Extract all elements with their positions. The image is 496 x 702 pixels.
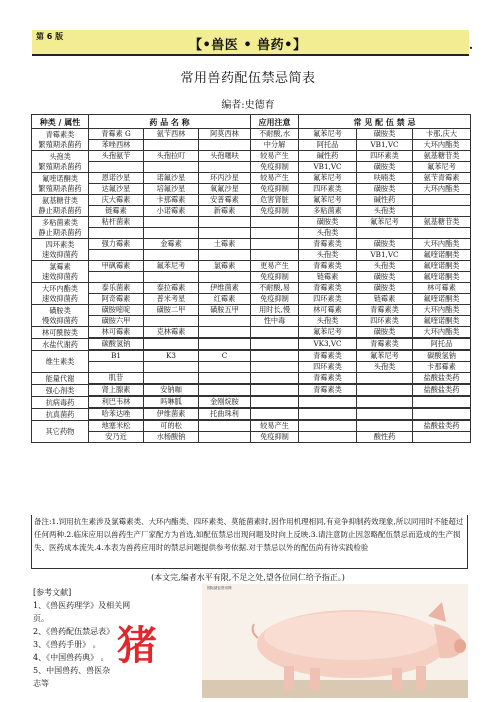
drug-cell: 吗啉胍 <box>144 397 199 408</box>
table-row <box>32 294 471 305</box>
note-cell <box>251 397 299 408</box>
pig-photo <box>202 584 468 698</box>
category-line: 四环素类 <box>45 239 75 249</box>
incompatibility-cell: 氟苯尼考 <box>413 162 471 173</box>
incompatibility-cell: 多粘菌素 <box>299 206 357 217</box>
drug-cell <box>199 162 251 173</box>
drug-cell <box>144 140 199 151</box>
table-row <box>32 140 471 151</box>
drug-cell <box>199 250 251 261</box>
note-cell: 更易产生 <box>251 261 299 272</box>
incompatibility-cell: 氟苯尼考 <box>357 217 413 228</box>
incompatibility-cell: 链霉素 <box>357 294 413 305</box>
incompatibility-cell: 头孢类 <box>299 228 357 239</box>
drug-cell: 达氟沙星 <box>89 184 144 195</box>
incompatibility-cell: 头孢类 <box>357 206 413 217</box>
incompatibility-cell: 四环素类 <box>299 362 357 373</box>
note-cell <box>251 339 299 350</box>
incompatibility-cell: 链霉素 <box>299 272 357 283</box>
incompatibility-cell: 青霉素类 <box>299 261 357 272</box>
note-cell: 性中毒 <box>251 316 299 327</box>
incompatibility-cell: 碱性药 <box>357 195 413 206</box>
note-cell <box>251 217 299 228</box>
table-row <box>32 397 471 408</box>
header-bar <box>32 30 473 56</box>
incompatibility-cell: 四环素类 <box>357 151 413 162</box>
header-drug-names: 药 品 名 称 <box>89 115 251 129</box>
category-cell <box>32 129 89 151</box>
incompatibility-cell: 大环内酯类 <box>413 305 471 316</box>
incompatibility-cell: 青霉素类 <box>299 239 357 250</box>
incompatibility-cell: 大环内酯类 <box>413 140 471 151</box>
drug-cell: 伊维菌素 <box>144 409 199 420</box>
table-row <box>32 184 471 195</box>
incompatibility-cell: 青霉素类 <box>299 385 357 396</box>
drug-cell: 氟苯尼考 <box>144 261 199 272</box>
category-cell <box>32 327 89 339</box>
category-line: 速效抑菌药 <box>42 293 78 303</box>
drug-cell: 氨苄西林 <box>144 129 199 140</box>
drug-cell: 地塞米松 <box>89 421 144 432</box>
note-cell: 较易产生 <box>251 151 299 162</box>
incompatibility-cell: 碳酸氢钠 <box>413 351 471 362</box>
table-row <box>32 385 471 396</box>
category-cell <box>32 397 89 409</box>
drug-cell: 粘杆菌素 <box>89 217 144 228</box>
pig-character: 猪 <box>117 623 157 669</box>
drug-cell <box>144 250 199 261</box>
table-row <box>32 151 471 162</box>
incompatibility-cell: 盐酸盐类药 <box>413 421 471 432</box>
reference-item: 志等 <box>33 679 49 688</box>
drug-cell: 安普霉素 <box>199 195 251 206</box>
drug-cell <box>144 162 199 173</box>
table-row <box>32 373 471 384</box>
incompatibility-cell <box>413 432 471 443</box>
incompatibility-cell: 氨苄青霉素 <box>413 173 471 184</box>
note-cell: 免疫抑制 <box>251 206 299 217</box>
incompatibility-cell: 大环内酯类 <box>413 327 471 338</box>
author-line: 编者:史德育 <box>221 100 275 111</box>
drug-cell: 土霉素 <box>199 239 251 250</box>
drug-cell <box>89 162 144 173</box>
category-line: 维生素类 <box>45 356 75 366</box>
drug-cell: 培氟沙星 <box>144 184 199 195</box>
drug-cell: 哈苯达唑 <box>89 409 144 420</box>
incompatibility-cell <box>413 195 471 206</box>
reference-item: 4、《中国兽药典》 。 <box>33 653 109 662</box>
note-cell: 不耐酸,易 <box>251 283 299 294</box>
category-cell <box>32 283 89 305</box>
drug-cell: 泰拉霉素 <box>144 283 199 294</box>
note-cell: 免疫抑制 <box>251 294 299 305</box>
incompatibility-cell: 林可霉素 <box>413 283 471 294</box>
notes-box: 备注:1.饲用抗生素涉及氯霉素类、大环内酯类、四环素类、莫能菌素时,因作用机理相同,有竞争抑制药效现象,所以同用时不能超过任何两种.2.临床应用以兽药生产厂家配方为首选,如配伍禁忌出现问题及时向上反映.3.请注意防止因忽略配伍禁忌而造成的生产损失、医药成本流失.4.本表为兽药应用时的禁忌问题提供参考依据.对于禁忌以外的配伍尚有待实践检验 <box>31 515 468 569</box>
note-cell: 较易产生 <box>251 421 299 432</box>
drug-cell <box>199 339 251 350</box>
drug-cell <box>89 250 144 261</box>
drug-cell <box>199 327 251 338</box>
incompatibility-cell: 磺胺类 <box>357 272 413 283</box>
incompatibility-cell: 头孢类 <box>357 362 413 373</box>
incompatibility-cell: 磺胺类 <box>357 327 413 338</box>
reference-item: 3、《兽药手册》 。 <box>33 640 101 649</box>
drug-cell <box>144 373 199 384</box>
drug-cell: 恩诺沙星 <box>89 173 144 184</box>
table-row <box>32 250 471 261</box>
drug-cell <box>144 217 199 228</box>
category-cell <box>32 239 89 261</box>
incompatibility-cell: VB1,VC <box>299 162 357 173</box>
category-line: 大环内酯类 <box>42 283 78 293</box>
drug-cell <box>199 432 251 443</box>
table-row <box>32 239 471 250</box>
incompatibility-cell: VB1,VC <box>357 250 413 261</box>
incompatibility-cell: 青霉素类 <box>299 283 357 294</box>
incompatibility-cell: 氟苯尼考 <box>299 195 357 206</box>
incompatibility-cell <box>413 409 471 420</box>
incompatibility-cell: 氨基糖苷类 <box>413 217 471 228</box>
incompatibility-cell: 氟喹诺酮类 <box>413 261 471 272</box>
category-cell <box>32 305 89 327</box>
incompatibility-cell <box>357 385 413 396</box>
table-row <box>32 162 471 173</box>
incompatibility-cell: 盐酸盐类药 <box>413 373 471 384</box>
category-line: 氟喹诺酮类 <box>42 173 78 183</box>
banner-title: 【•兽医 • 兽药•】 <box>189 38 307 53</box>
note-cell: 中分解 <box>251 140 299 151</box>
drug-cell: 强力霉素 <box>89 239 144 250</box>
drug-cell: 链霉素 <box>89 206 144 217</box>
incompatibility-cell: 酸性药 <box>357 432 413 443</box>
incompatibility-cell: 氟苯尼考 <box>299 173 357 184</box>
incompatibility-cell <box>357 228 413 239</box>
table-row <box>32 195 471 206</box>
category-cell <box>32 351 89 373</box>
category-line: 繁殖期杀菌药 <box>38 161 82 171</box>
incompatibility-cell: 碱性药 <box>299 151 357 162</box>
drug-cell: 庆大霉素 <box>89 195 144 206</box>
reference-item: 1、《兽医药理学》及相关网页。 <box>33 601 131 623</box>
reference-item: 2、《兽药配伍禁忌表》 <box>33 627 115 636</box>
incompatibility-cell: 氟苯尼考 <box>299 129 357 140</box>
category-cell <box>32 261 89 283</box>
drug-cell <box>199 362 251 373</box>
note-cell: 免疫抑制 <box>251 272 299 283</box>
drug-cell: 头孢拉叮 <box>144 151 199 162</box>
incompatibility-cell: 阿托品 <box>299 140 357 151</box>
note-cell: 危害肾脏 <box>251 195 299 206</box>
incompatibility-cell <box>299 397 357 408</box>
table-row <box>32 206 471 217</box>
drug-cell: 小诺霉素 <box>144 206 199 217</box>
table-row <box>32 432 471 443</box>
table-row <box>32 351 471 362</box>
category-cell <box>32 409 89 421</box>
category-line: 繁殖期杀菌药 <box>38 183 82 193</box>
category-line: 静止期杀菌药 <box>38 227 82 237</box>
drug-cell: 伊维菌素 <box>199 283 251 294</box>
drug-cell <box>144 228 199 239</box>
note-cell <box>251 351 299 362</box>
table-row <box>32 327 471 338</box>
drug-cell <box>199 217 251 228</box>
drug-cell <box>199 385 251 396</box>
table-row <box>32 421 471 432</box>
table-row <box>32 339 471 350</box>
drug-cell: 肾上腺素 <box>89 385 144 396</box>
incompatibility-cell <box>357 373 413 384</box>
drug-cell <box>89 228 144 239</box>
drug-cell: 磺胺嘧啶 <box>89 305 144 316</box>
incompatibility-cell: 青霉素类 <box>299 373 357 384</box>
drug-cell: 头孢氨苄 <box>89 151 144 162</box>
drug-cell: 青霉素 G <box>89 129 144 140</box>
drug-cell: K3 <box>144 351 199 362</box>
table-row <box>32 261 471 272</box>
note-cell: 不耐酸,水 <box>251 129 299 140</box>
drug-cell: 氯霉素 <box>199 261 251 272</box>
table-row <box>32 173 471 184</box>
incompatibility-cell: 氟喹诺酮类 <box>413 294 471 305</box>
category-cell <box>32 421 89 443</box>
drug-cell <box>89 362 144 373</box>
drug-cell <box>144 362 199 373</box>
incompatibility-cell: 林可霉素 <box>299 305 357 316</box>
table-row <box>32 228 471 239</box>
drug-cell: 红霉素 <box>199 294 251 305</box>
photo-caption: 国际猪业资讯网 <box>207 586 232 590</box>
drug-cell: 磺胺六甲 <box>89 316 144 327</box>
edition-label: 第 6 版 <box>36 32 64 41</box>
table-row <box>32 362 471 373</box>
incompatibility-cell: 四环素类 <box>299 184 357 195</box>
incompatibility-cell <box>299 432 357 443</box>
category-cell <box>32 373 89 385</box>
table-row <box>32 316 471 327</box>
category-line: 头孢类 <box>49 151 71 161</box>
header-incompatibilities: 常 见 配 伍 禁 忌 <box>299 115 471 129</box>
incompatibility-cell: 卡那,庆大 <box>413 129 471 140</box>
page-title: 常用兽药配伍禁忌简表 <box>180 71 316 86</box>
table-header-row <box>32 115 471 129</box>
category-line: 慢效抑菌药 <box>42 315 78 325</box>
category-line: 繁殖期杀菌药 <box>38 139 82 149</box>
incompatibility-cell: 磺胺类 <box>357 283 413 294</box>
incompatibility-cell: 氟苯尼考 <box>357 351 413 362</box>
table-row <box>32 217 471 228</box>
footer-note: (本文完,编者水平有限,不足之处,望各位同仁给予指正。) <box>151 573 345 582</box>
drug-cell <box>89 272 144 283</box>
table-row <box>32 305 471 316</box>
note-cell <box>251 409 299 420</box>
category-cell <box>32 385 89 397</box>
note-cell: 免疫抑制 <box>251 432 299 443</box>
drug-cell: 可的松 <box>144 421 199 432</box>
category-line: 磺胺类 <box>49 305 71 315</box>
drug-cell: 诺氟沙星 <box>144 173 199 184</box>
category-cell <box>32 339 89 351</box>
drug-cell: 肌苷 <box>89 373 144 384</box>
incompatibility-cell: VB1,VC <box>357 140 413 151</box>
category-cell <box>32 173 89 195</box>
category-line: 抗病毒药 <box>45 397 75 407</box>
reference-item: 5、中国兽药、兽医杂 <box>33 666 111 675</box>
drug-cell <box>199 421 251 432</box>
drug-cell <box>144 339 199 350</box>
category-line: 抗真菌药 <box>45 409 75 419</box>
incompatibility-cell: 大环内酯类 <box>413 239 471 250</box>
incompatibility-cell: 氟苯尼考 <box>299 327 357 338</box>
incompatibility-cell <box>413 206 471 217</box>
category-line: 速效抑菌药 <box>42 271 78 281</box>
note-cell <box>251 250 299 261</box>
incompatibility-cell <box>413 228 471 239</box>
note-cell <box>251 228 299 239</box>
incompatibility-cell: 氟喹诺酮类 <box>413 316 471 327</box>
drug-cell <box>199 140 251 151</box>
drug-cell <box>199 373 251 384</box>
incompatibility-cell: 四环素类 <box>357 316 413 327</box>
references-heading: [参考文献] <box>33 588 72 597</box>
incompatibility-cell: 大环内酯类 <box>413 184 471 195</box>
incompatibility-cell <box>357 421 413 432</box>
drug-cell: 利巴韦林 <box>89 397 144 408</box>
drug-cell: 氧氟沙星 <box>199 184 251 195</box>
drug-cell: 水杨酸钠 <box>144 432 199 443</box>
incompatibility-cell <box>299 409 357 420</box>
incompatibility-cell: VK3,VC <box>299 339 357 350</box>
drug-cell: 安乃近 <box>89 432 144 443</box>
note-cell <box>251 327 299 338</box>
note-cell <box>251 373 299 384</box>
incompatibility-cell <box>357 397 413 408</box>
incompatibility-cell: 头孢类 <box>299 250 357 261</box>
incompatibility-cell: 头孢类 <box>299 316 357 327</box>
incompatibility-cell: 氟喹诺酮类 <box>413 250 471 261</box>
drug-cell <box>199 228 251 239</box>
drug-cell: 磺胺五甲 <box>199 305 251 316</box>
drug-cell: 苯唑西林 <box>89 140 144 151</box>
table-row <box>32 129 471 140</box>
drug-cell: 金刚烷胺 <box>199 397 251 408</box>
category-line: 其它药物 <box>45 426 75 436</box>
drug-cell: 安钠咖 <box>144 385 199 396</box>
category-cell <box>32 151 89 173</box>
incompatibility-cell: 磺胺类 <box>357 162 413 173</box>
header-category: 种类 / 属性 <box>32 115 89 129</box>
drug-cell: 新霉素 <box>199 206 251 217</box>
drug-cell: 头孢噻呋 <box>199 151 251 162</box>
compatibility-table <box>31 114 471 443</box>
category-cell <box>32 195 89 217</box>
header-notes: 应用注意 <box>251 115 299 129</box>
drug-cell: 普米考星 <box>144 294 199 305</box>
incompatibility-cell: 头孢类 <box>357 261 413 272</box>
banner-dot: . <box>468 38 473 52</box>
incompatibility-cell <box>299 421 357 432</box>
note-cell: 免疫抑制 <box>251 162 299 173</box>
incompatibility-cell: 阿托品 <box>413 339 471 350</box>
incompatibility-cell: 磺胺类 <box>299 217 357 228</box>
note-cell <box>251 239 299 250</box>
drug-cell <box>199 316 251 327</box>
category-line: 氯霉素 <box>49 261 71 271</box>
incompatibility-cell: 磺胺类 <box>357 239 413 250</box>
drug-cell: 碳酸氢钠 <box>89 339 144 350</box>
incompatibility-cell: 磺胺类 <box>357 184 413 195</box>
drug-cell: 林可霉素 <box>89 327 144 338</box>
incompatibility-cell: 呋喃类 <box>357 173 413 184</box>
table-row <box>32 283 471 294</box>
category-line: 多粘菌素类 <box>42 217 78 227</box>
incompatibility-cell: 氨基糖苷类 <box>413 151 471 162</box>
incompatibility-cell: 氟喹诺酮类 <box>413 272 471 283</box>
drug-cell: 卡那霉素 <box>144 195 199 206</box>
incompatibility-cell: 青霉素类 <box>357 305 413 316</box>
drug-cell <box>144 272 199 283</box>
category-line: 青霉素类 <box>45 129 75 139</box>
incompatibility-cell: 盐酸盐类药 <box>413 385 471 396</box>
incompatibility-cell <box>357 409 413 420</box>
drug-cell: B1 <box>89 351 144 362</box>
category-line: 水盐代谢药 <box>42 339 78 349</box>
incompatibility-cell: 四环素类 <box>299 294 357 305</box>
drug-cell <box>199 272 251 283</box>
drug-cell: 阿莫西林 <box>199 129 251 140</box>
drug-cell: C <box>199 351 251 362</box>
category-line: 林可酰胺类 <box>42 327 78 337</box>
category-cell <box>32 217 89 239</box>
drug-cell: 环丙沙星 <box>199 173 251 184</box>
category-line: 能量代谢 <box>45 373 75 383</box>
drug-cell: 磺胺二甲 <box>144 305 199 316</box>
drug-cell: 克林霉素 <box>144 327 199 338</box>
category-line: 速效抑菌药 <box>42 249 78 259</box>
drug-cell: 金霉素 <box>144 239 199 250</box>
note-cell: 用时长,慢 <box>251 305 299 316</box>
category-line: 氨基糖苷类 <box>42 195 78 205</box>
note-cell: 较易产生 <box>251 173 299 184</box>
category-line: 静止期杀菌药 <box>38 205 82 215</box>
drug-cell <box>144 316 199 327</box>
incompatibility-cell: 青霉素类 <box>357 339 413 350</box>
note-cell: 免疫抑制 <box>251 184 299 195</box>
incompatibility-cell: 卡那霉素 <box>413 362 471 373</box>
drug-cell: 阿奇霉素 <box>89 294 144 305</box>
table-row <box>32 272 471 283</box>
drug-cell: 甲砜霉素 <box>89 261 144 272</box>
note-cell <box>251 385 299 396</box>
incompatibility-cell <box>413 397 471 408</box>
drug-cell: 泰乐菌素 <box>89 283 144 294</box>
incompatibility-cell: 青霉素类 <box>299 351 357 362</box>
note-cell <box>251 362 299 373</box>
table-row <box>32 409 471 420</box>
drug-cell: 托曲珠利 <box>199 409 251 420</box>
category-line: 强心剂类 <box>45 385 75 395</box>
incompatibility-cell: 磺胺类 <box>357 129 413 140</box>
